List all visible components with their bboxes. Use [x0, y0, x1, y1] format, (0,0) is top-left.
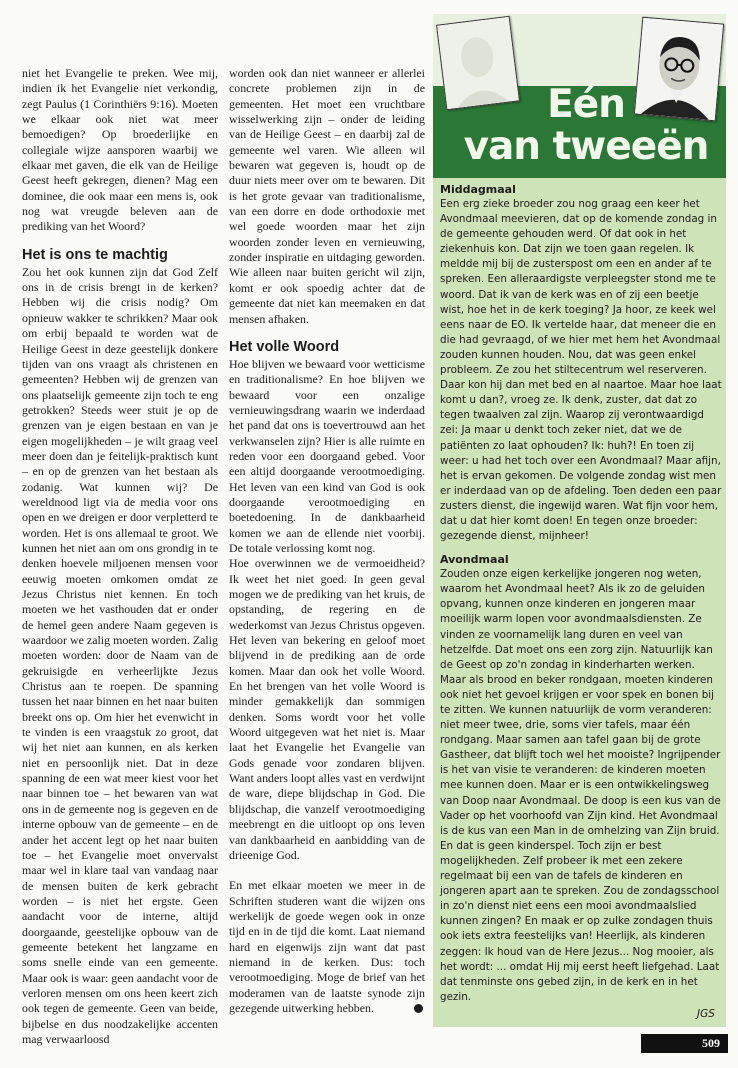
sidebar-heading: Middagmaal — [440, 183, 516, 196]
column-title-line: Eén — [547, 82, 625, 127]
column-title-line: van tweeën — [463, 124, 709, 169]
sidebar-heading: Avondmaal — [440, 553, 509, 567]
article-column-left — [22, 66, 218, 1047]
article-paragraph: Hoe blijven we bewaard voor wetticisme en traditionalisme? En hoe blijven we bewaard voor een onzalige vernieuwingsdrang waarin we inderdaad het pand dat ons is toevertrouwd aan het verkwanselen zijn? Hier is alle ruimte en reden voor een doorgaand gebed. Voor een altijd doorgaande verootmoediging. Het leven van een kind van God is ook doorgaande verootmoediging en boetedoening. In de dankbaarheid komen we aan de ellende niet voorbij. De totale verlossing komt nog. — [229, 356, 425, 555]
article-paragraph: Zou het ook kunnen zijn dat God Zelf ons in de crisis brengt in de kerken? Hebben wij die crisis nodig? Om opnieuw wakker te schrikken? Maar ook om erbij bepaald te worden wat de Heilige Geest in deze geestelijk donkere tijden van ons vraagt als christenen en gemeenten? Hebben wij de grenzen van ons plaatselijk gemeente zijn toch te eng getrokken? Steeds weer stuit je op de grenzen van je eigen bestaan en van je eigen mogelijkheden – je wilt graag veel meer doen dan je feitelijk-praktisch kunt – en op de grenzen van het bestaan als zodanig. Wat kunnen wij? De wereldnood ligt via de media voor ons open en we dreigen er door verpletterd te worden. Het is ons allemaal te groot. We kunnen het niet aan om ons grondig in te denken hoevele miljoenen mensen voor eeuwig moeten omkomen omdat ze Jezus Christus niet kennen. En toch moeten we het vasthouden dat er onder de hemel geen andere Naam gegeven is waardoor we zalig moeten worden. Zalig moeten worden: door de Naam van de gekruisigde en verheerlijkte Jezus Christus aan te roepen. De spanning tussen het naar binnen en het naar buiten breekt ons op. Om hier het evenwicht in te vinden is een vraagstuk zo groot, dat wij het niet aan kunnen, en als kerken niet en persoonlijk niet. Dat in deze spanning de een wat meer kiest voor het naar binnen toe – het bewaren van wat ons in de gemeente nog is gegeven en de interne opbouw van de gemeente – en de ander het accent legt op het naar buiten toe – het Evangelie moet onvervalst maar wel in klare taal van vandaag naar de mensen buiten de kerk gebracht worden – is niet het ergste. Geen aandacht voor de interne, altijd doorgaande, geestelijke opbouw van de gemeente betekent het langzame en soms snelle einde van een gemeente. Maar ook is waar: geen aandacht voor de verloren mensen om ons heen keert zich ook tegen de gemeente. Geen van beide, bijbelse en dus noodzakelijke accenten mag verwaarloosd — [22, 264, 218, 1046]
sidebar-text — [440, 182, 722, 1013]
article-paragraph: En met elkaar moeten we meer in de Schriften studeren want die wijzen ons werkelijk de goede wegen ook in onze tijd en in de tijd die komt. Laat niemand hard en eigenwijs zijn want dat past niemand in de kerken. Dus: toch verootmoediging. Moge de brief van het moderamen van de laatste synode zijn gezegende uitwerking hebben. — [229, 878, 425, 1015]
end-of-article-bullet — [414, 1004, 423, 1013]
page-number: 509 — [641, 1034, 728, 1053]
section-heading: Het volle Woord — [229, 338, 340, 355]
section-heading: Het is ons te machtig — [22, 246, 168, 263]
author-signature: JGS — [697, 1008, 715, 1020]
sidebar-paragraph: Zouden onze eigen kerkelijke jongeren nog weten, waarom het Avondmaal heet? Als ik zo de geluiden opvang, kunnen onze kinderen en jongeren maar moeilijk warm lopen voor avondmaalsdiensten. Ze vinden ze voornamelijk lang duren en veel van hetzelfde. Dat moet ons een zorg zijn. Natuurlijk kan de Geest op zo'n zondag in kinderharten werken. Maar als brood en beker rondgaan, moeten kinderen ook niet het gevoel krijgen er voor spek en bonen bij te zitten. We kunnen natuurlijk de vorm veranderen: niet meer twee, drie, soms vier tafels, maar één rondgang. Maar samen aan tafel gaan bij de grote Gastheer, dat blijft toch wel het mooiste? Ingrijpender is het van visie te veranderen: de kinderen moeten mee kunnen doen. Maar er is een ontwikkelingsweg van Doop naar Avondmaal. De doop is een kus van de Vader op het voorhoofd van Zijn kind. Het Avondmaal is de kus van een Man in de omhelzing van Zijn bruid. En dat is geen kinderspel. Toch zijn er best mogelijkheden. Zelf probeer ik met een zekere regelmaat bij een van de tafels de kinderen en jongeren apart aan te spreken. Zou de zondagsschool in zo'n dienst niet eens een mooi avondmaalslied kunnen zingen? En maak er op zulke zondagen thuis ook iets extra feestelijks van! Heerlijk, als kinderen zeggen: Ik houd van de Here Jezus... Nog mooier, als het wordt: ... omdat Hij mij eerst heeft liefgehad. Laat dat tenminste ons gebed zijn, in de kerk en in het gezin. — [440, 568, 721, 1003]
sidebar-paragraph: Een erg zieke broeder zou nog graag een keer het Avondmaal meevieren, dat op de komende zondag in de gemeente gehouden werd. Of dat ook in het ziekenhuis kon. Dat zijn we toen gaan regelen. Ik meldde mij bij de zusterspost om een en ander af te spreken. Een alleraardigste verpleegster stond me te woord. Dat ik van de kerk was en of zij een beetje wist, hoe het in de kerk toeging? Ja hoor, ze keek wel eens naar de EO. Ik vertelde haar, dat meneer die en die had gevraagd, of we hier met hem het Avondmaal zouden kunnen houden. Nou, dat was geen enkel probleem. Ze zou het stiltecentrum wel reserveren. Daar kon hij dan met bed en al naartoe. Maar hoe laat komt u dan?, vroeg ze. Ik denk, zuster, dat dat zo tegen twaalven zal zijn. Waarop zij verontwaardigd zei: Ja maar u denkt toch zeker niet, dat we de patiënten zo laat ophouden? Ik: huh?! En toen zij weer: u had het toch over een Avondmaal? Maar afijn, het is ervan gekomen. De volgende zondag wist men er inderdaad van op de afdeling. Toen deden een paar zusters dienst, die ingewijd waren. Wat fijn voor hem, dat u dat hier komt doen! En tegen onze broeder: gezegende dienst, mijnheer! — [440, 198, 722, 543]
article-paragraph: Hoe overwinnen we de vermoeidheid? Ik weet het niet goed. In geen geval mogen we de prediking van het kruis, de opstanding, de regering en de wederkomst van Jezus Christus opgeven. Het leven van bekering en geloof moet blijvend in de prediking aan de orde komen. Maar dan ook het volle Woord. En het brengen van het volle Woord is minder gemakkelijk dan sommigen denken. Soms wordt voor het volle Woord uitgegeven wat het niet is. Maar laat het Evangelie het Evangelie van Gods genade voor zondaren blijven. Want anders loopt alles vast en verdwijnt de ware, diepe blijdschap in God. Die blijdschap, die vanzelf verootmoediging meebrengt en die uitloopt op ons leven van dankbaarheid en aanbidding van de drieenige God. — [229, 556, 425, 862]
article-paragraph: worden ook dan niet wanneer er allerlei concrete problemen zijn in de gemeenten. Het moet een vruchtbare wisselwerking zijn – onder de leiding van de Heilige Geest – en daarbij zal de gemeente wel varen. Wie alleen wil bewaren wat gegeven is, houdt op de duur niets meer over om te bewaren. Dit is het grote gevaar van traditionalisme, van een dorre en dode orthodoxie met wel goede woorden maar het zijn woorden zonder leven en vernieuwing, zonder inspiratie en uitdaging geworden. Wie alleen naar buiten gericht wil zijn, komt er ook spoedig achter dat de gemeente dat niet kan meemaken en dat mensen afhaken. — [229, 66, 425, 326]
article-column-middle — [229, 66, 425, 1016]
sidebar-column — [433, 14, 726, 1027]
column-title — [461, 84, 711, 168]
article-paragraph: niet het Evangelie te preken. Wee mij, indien ik het Evangelie niet verkondig, zegt Paulus (1 Corinthiërs 9:16). Moeten we elkaar ook niet wat meer bemoedigen? Op broederlijke en collegiale wijze aansporen waarbij we elkaar met gaven, die elk van de Heilige Geest heeft gekregen, dienen? Mag een dominee, die ook maar een mens is, ook nog wat vreugde beleven aan de prediking van het Woord? — [22, 66, 218, 234]
column-banner — [433, 14, 726, 178]
